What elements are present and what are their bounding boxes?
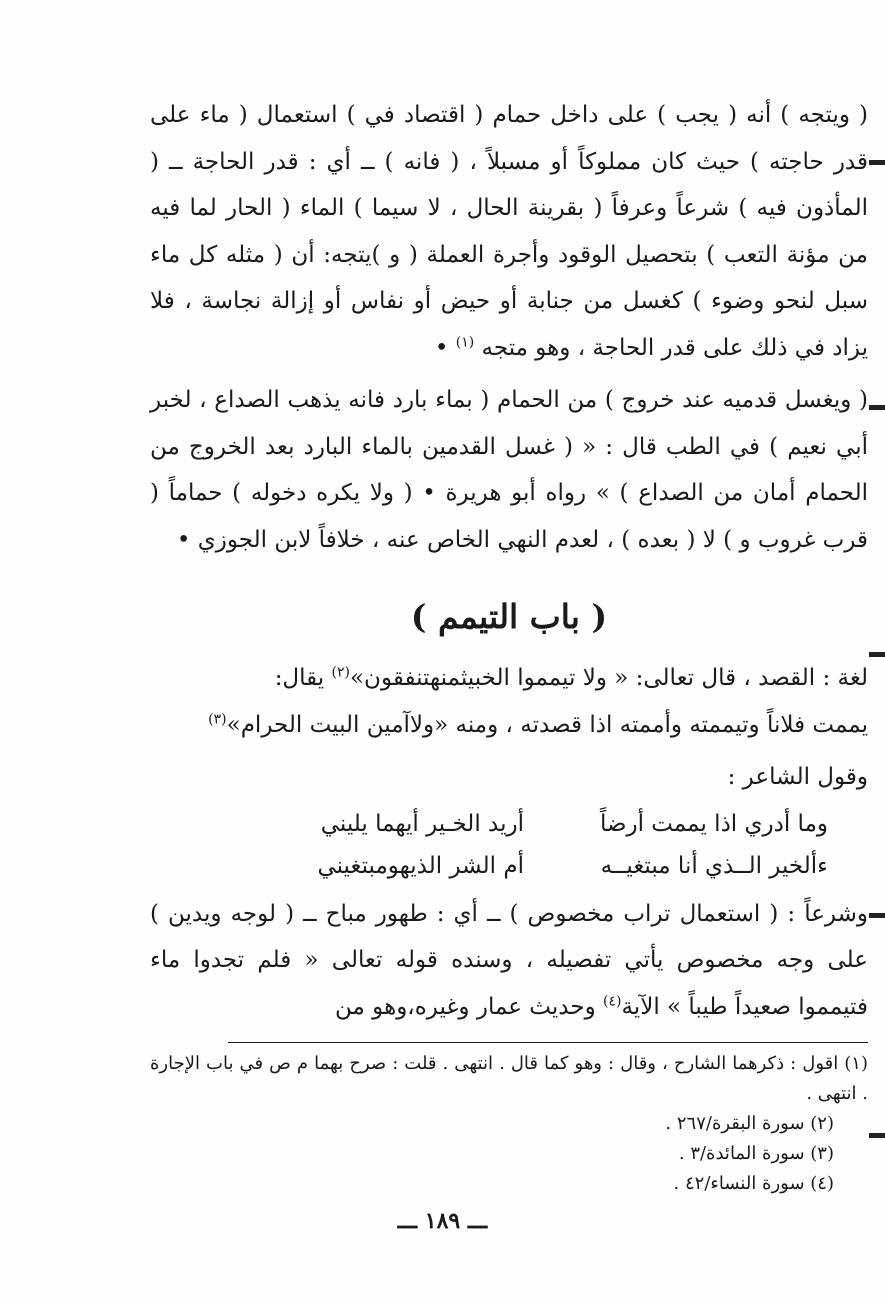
verse-first-hemistich: وما أدري اذا يممت أرضاً (599, 810, 828, 837)
verse-first-hemistich: ءألخير الــذي أنا مبتغيــه (600, 852, 828, 879)
margin-mark (869, 913, 885, 918)
main-text (150, 92, 868, 1199)
paragraph-bath-water (150, 92, 868, 371)
intro-line-1: لغة : القصد ، قال تعالى: « ولا تيمموا الخبيثمنهتنفقون» (349, 665, 868, 691)
footnote-3: (٣) سورة المائدة/٣ . (678, 1143, 834, 1164)
footnote-ref-4: (٤) (603, 992, 622, 1009)
poem-verse (150, 803, 828, 845)
footnote-1: (١) اقول : ذكرهما الشارح ، وقال : وهو كما قال . انتهى . قلت : صرح بهما م ص في باب الإجارة . انتهى . (150, 1053, 868, 1104)
paragraph-end-mark: • (434, 334, 456, 361)
footnotes (150, 1049, 868, 1199)
verse-second-hemistich: أم الشر الذيهومبتغيني (317, 852, 524, 879)
footnote-4: (٤) سورة النساء/٤٢ . (673, 1173, 834, 1194)
margin-mark (869, 652, 885, 657)
tayammum-linguistic (150, 655, 868, 748)
footnote-ref-1: (١) (455, 333, 475, 350)
page-number: ـــ ١٨٩ ـــ (397, 1208, 488, 1234)
paragraph-wash-feet: ( ويغسل قدميه عند خروج ) من الحمام ( بماء بارد فانه يذهب الصداع ، لخبر أبي نعيم ) في الطب قال : « ( غسل القدمين بالماء البارد بعد الخروج من الحمام أمان من الصداع ) » رواه أبو هريرة • ( ولا يكره دخوله ) حماماً ( قرب غروب و ) لا ( بعده ) ، لعدم النهي الخاص عنه ، خلافاً لابن الجوزي • (150, 387, 869, 553)
tayammum-legal-definition (150, 891, 868, 1031)
chapter-title: ( باب التيمم ) (410, 597, 608, 636)
poem (150, 803, 868, 887)
intro-line-2: يممت فلاناً وتيممته وأممته اذا قصدته ، ومنه «ولاآمين البيت الحرام» (226, 711, 868, 738)
footnote-ref-3: (٣) (208, 710, 227, 727)
margin-mark (869, 160, 885, 165)
paragraph-text: ( ويتجه ) أنه ( يجب ) على داخل حمام ( اقتصاد في ) استعمال ( ماء على قدر حاجته ) حيث كان مملوكاً أو مسبلاً ، ( فانه ) ــ أي : قدر الحاجة ــ ( المأذون فيه ) شرعاً وعرفاً ( بقرينة الحال ، لا سيما ) الماء ( الحار لما فيه من مؤنة التعب ) بتحصيل الوقود وأجرة العملة ( و )يتجه: أن ( مثله كل ماء سبل لنحو وضوء ) كغسل من جنابة أو حيض أو نفاس أو إزالة نجاسة ، فلا يزاد في ذلك على قدر الحاجة ، وهو متجه (150, 102, 868, 361)
margin-mark (869, 405, 885, 410)
intro-line-1-end: يقال: (274, 665, 332, 691)
definition-text: وشرعاً : ( استعمال تراب مخصوص ) ــ أي : طهور مباح ــ ( لوجه ويدين ) على وجه مخصوص يأتي تفصيله ، وسنده قوله تعالى « فلم تجدوا ماء فتيمموا صعيداً طيباً » الآية (150, 900, 868, 1020)
verse-second-hemistich: أريد الخـير أيهما يليني (320, 810, 524, 837)
poet-intro: وقول الشاعر : (727, 764, 868, 790)
margin-mark (869, 1133, 885, 1138)
definition-end: وحديث عمار وغيره،وهو من (335, 993, 603, 1020)
footnote-2: (٢) سورة البقرة/٢٦٧ . (665, 1113, 834, 1134)
poem-verse (150, 845, 828, 887)
footnote-ref-2: (٢) (331, 664, 350, 681)
footnote-separator (228, 1042, 868, 1043)
